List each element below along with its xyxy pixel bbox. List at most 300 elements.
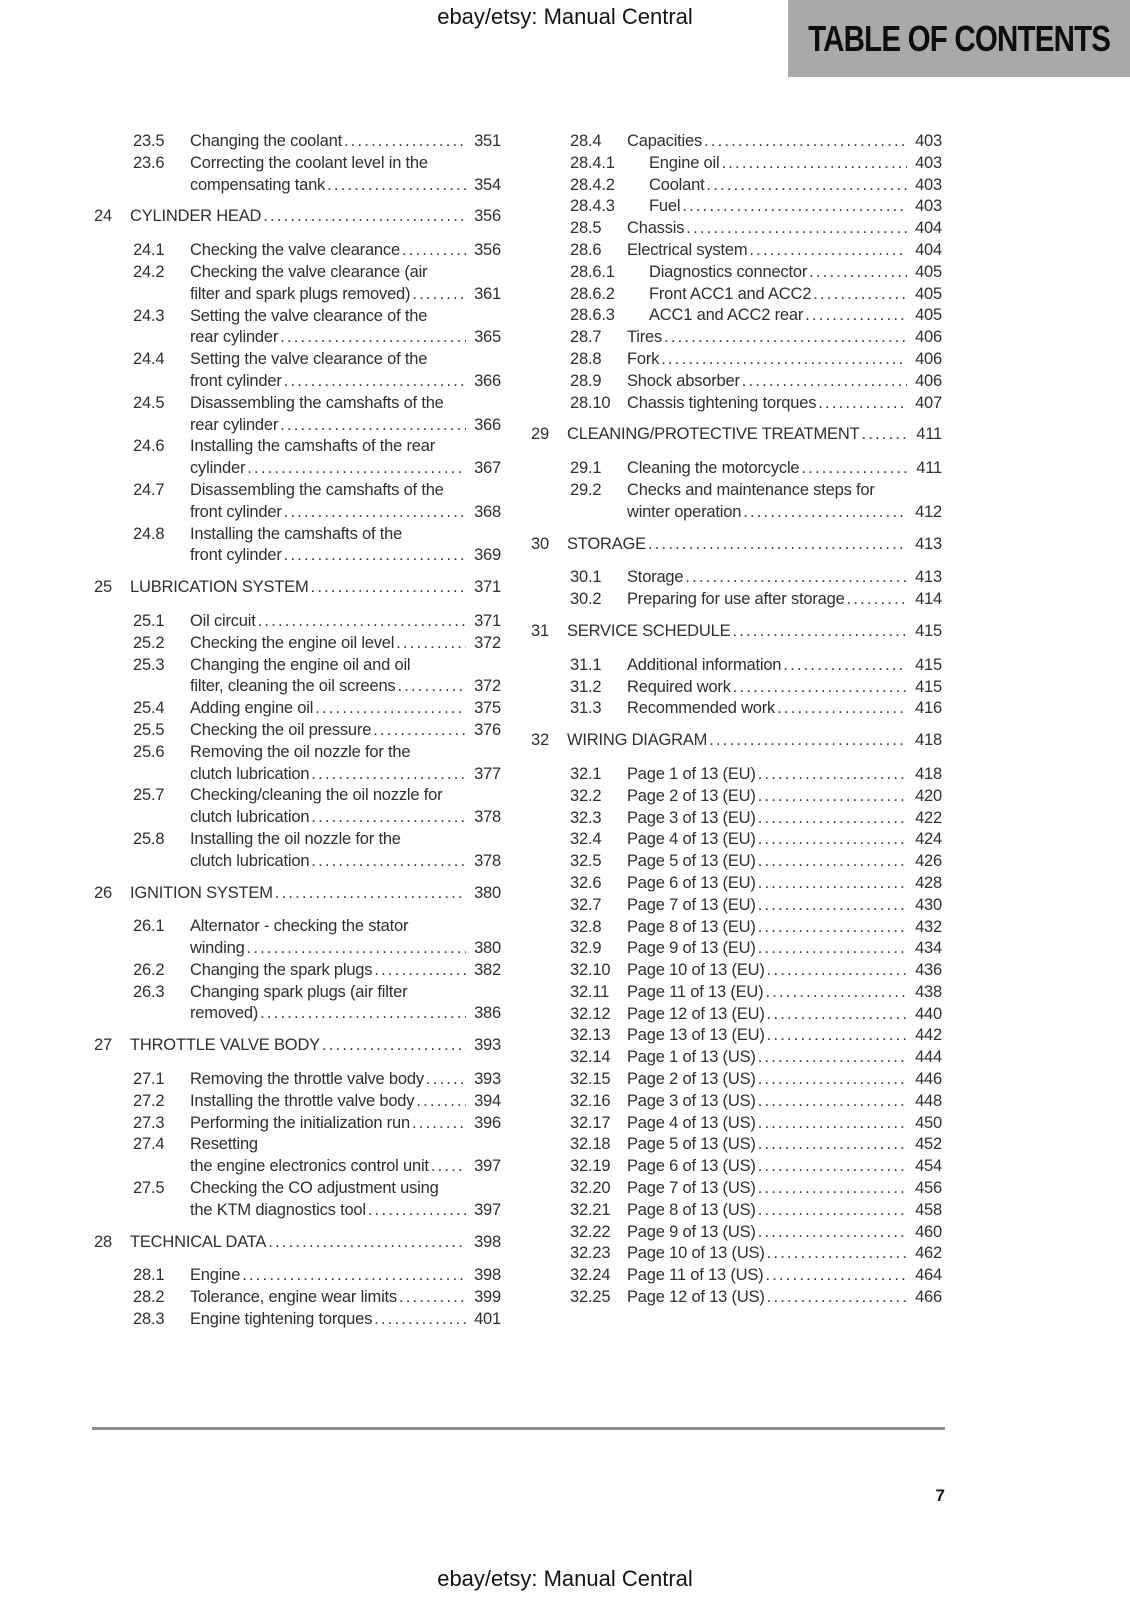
entry-last-line (627, 349, 942, 371)
entry-body (627, 1222, 942, 1244)
entry-number: 32.15 (570, 1070, 611, 1089)
page-footer-watermark: ebay/etsy: Manual Central (437, 1566, 693, 1591)
entry-body (627, 349, 942, 371)
entry-last-line (567, 730, 942, 752)
entry-page-number: 405 (915, 262, 942, 281)
dot-leader (242, 1265, 466, 1287)
entry-last-line (190, 545, 501, 567)
toc-entry-row (531, 786, 942, 808)
entry-number: 23.6 (133, 153, 165, 172)
entry-number: 27.2 (133, 1091, 165, 1110)
entry-title: Page 5 of 13 (US) (627, 1135, 756, 1154)
dot-leader (758, 829, 907, 851)
entry-title: Checking the oil pressure (190, 720, 372, 739)
entry-body (627, 808, 942, 830)
entry-last-line (190, 240, 501, 262)
entry-last-line (627, 960, 942, 982)
toc-entry-row (94, 785, 501, 829)
entry-number: 32.4 (570, 830, 602, 849)
entry-title: Chassis tightening torques (627, 393, 817, 412)
toc-entry-row (94, 960, 501, 982)
entry-body (627, 895, 942, 917)
entry-page-number: 466 (915, 1288, 942, 1307)
entry-title: IGNITION SYSTEM (130, 883, 273, 902)
entry-last-line (190, 415, 501, 437)
entry-page-number: 403 (915, 153, 942, 172)
entry-page-number: 415 (915, 655, 942, 674)
dot-leader (275, 883, 466, 905)
entry-body (627, 960, 942, 982)
entry-title: Required work (627, 677, 731, 696)
entry-body (627, 938, 942, 960)
entry-page-number: 452 (915, 1135, 942, 1154)
entry-last-line (190, 1200, 501, 1222)
entry-title: clutch lubrication (190, 764, 310, 783)
entry-page-number: 413 (915, 568, 942, 587)
entry-body (627, 873, 942, 895)
entry-page-number: 462 (915, 1244, 942, 1263)
entry-number: 25.1 (133, 611, 165, 630)
entry-page-number: 414 (915, 590, 942, 609)
toc-entry-row (94, 1113, 501, 1135)
entry-number: 32.7 (570, 895, 602, 914)
entry-last-line (627, 131, 942, 153)
toc-entry-row (531, 1222, 942, 1244)
dot-leader (284, 371, 466, 393)
dot-leader (315, 698, 466, 720)
dot-leader (758, 1156, 907, 1178)
entry-last-line (649, 262, 942, 284)
entry-page-number: 430 (915, 895, 942, 914)
entry-last-line (649, 305, 942, 327)
entry-body (190, 524, 501, 568)
entry-body (567, 424, 942, 446)
toc-entry-row (94, 240, 501, 262)
entry-last-line (627, 764, 942, 786)
entry-page-number: 446 (915, 1070, 942, 1089)
toc-entry-row (94, 131, 501, 153)
entry-body (190, 131, 501, 153)
entry-page-number: 398 (474, 1232, 501, 1251)
entry-number: 24.2 (133, 262, 165, 281)
entry-number: 32.23 (570, 1244, 611, 1263)
entry-last-line (190, 1265, 501, 1287)
toc-left-column (94, 131, 501, 1331)
dot-leader (682, 196, 907, 218)
toc-entry-row (531, 371, 942, 393)
toc-entry-row (531, 1004, 942, 1026)
dot-leader (758, 1069, 907, 1091)
entry-last-line (627, 895, 942, 917)
entry-title: Page 10 of 13 (US) (627, 1244, 765, 1263)
entry-last-line (190, 633, 501, 655)
entry-title-line: Resetting (190, 1135, 258, 1154)
entry-title: Tolerance, engine wear limits (190, 1288, 397, 1307)
entry-number: 27 (94, 1036, 112, 1055)
entry-title: the engine electronics control unit (190, 1157, 429, 1176)
toc-entry-row (531, 873, 942, 895)
entry-title: Page 7 of 13 (US) (627, 1179, 756, 1198)
toc-entry-row (531, 1265, 942, 1287)
entry-body (627, 1156, 942, 1178)
entry-page-number: 416 (915, 699, 942, 718)
entry-body (627, 982, 942, 1004)
entry-page-number: 375 (474, 699, 501, 718)
entry-page-number: 442 (915, 1026, 942, 1045)
entry-body (190, 1091, 501, 1113)
dot-leader (732, 621, 907, 643)
entry-page-number: 403 (915, 197, 942, 216)
dot-leader (661, 349, 907, 371)
page-header-watermark: ebay/etsy: Manual Central (437, 4, 693, 29)
dot-leader (686, 218, 907, 240)
toc-entry-row (94, 153, 501, 197)
toc-entry-row (94, 1178, 501, 1222)
page-number: 7 (935, 1486, 945, 1505)
entry-title: clutch lubrication (190, 808, 310, 827)
entry-number: 26 (94, 883, 112, 902)
entry-title: clutch lubrication (190, 851, 310, 870)
toc-chapter-row (94, 1035, 501, 1057)
dot-leader (742, 371, 907, 393)
entry-body (649, 305, 942, 327)
entry-body (130, 1035, 501, 1057)
entry-number: 32.14 (570, 1048, 611, 1067)
entry-last-line (627, 1025, 942, 1047)
entry-last-line (627, 655, 942, 677)
toc-entry-row (531, 1200, 942, 1222)
entry-body (627, 589, 942, 611)
entry-title: Changing the coolant (190, 132, 342, 150)
entry-number: 31.3 (570, 699, 602, 718)
entry-title-line: Removing the oil nozzle for the (190, 742, 411, 761)
entry-title-line: Installing the oil nozzle for the (190, 829, 401, 848)
entry-body (567, 621, 942, 643)
entry-last-line (627, 1222, 942, 1244)
entry-title: front cylinder (190, 371, 282, 390)
entry-last-line (627, 677, 942, 699)
entry-body (627, 480, 942, 524)
entry-last-line (190, 1309, 501, 1331)
entry-last-line (190, 1113, 501, 1135)
toc-chapter-row (531, 730, 942, 752)
entry-last-line (190, 611, 501, 633)
entry-number: 32.16 (570, 1091, 611, 1110)
entry-last-line (190, 960, 501, 982)
entry-page-number: 420 (915, 786, 942, 805)
entry-last-line (627, 1004, 942, 1026)
toc-entry-row (531, 677, 942, 699)
entry-title: Page 5 of 13 (EU) (627, 852, 756, 871)
toc-entry-row (531, 1156, 942, 1178)
entry-body (627, 1004, 942, 1026)
entry-page-number: 450 (915, 1113, 942, 1132)
entry-last-line (627, 1091, 942, 1113)
entry-body (190, 436, 501, 480)
entry-number: 28.7 (570, 328, 602, 347)
entry-title: Engine tightening torques (190, 1310, 373, 1329)
entry-number: 27.5 (133, 1179, 165, 1198)
entry-number: 32.18 (570, 1135, 611, 1154)
toc-entry-row (531, 131, 942, 153)
entry-body (190, 262, 501, 306)
entry-body (190, 306, 501, 350)
dot-leader (374, 1309, 466, 1331)
entry-body (190, 480, 501, 524)
entry-body (130, 883, 501, 905)
entry-number: 28.4.2 (570, 175, 615, 194)
entry-title-line: Checking the CO adjustment using (190, 1179, 439, 1198)
entry-number: 25 (94, 578, 112, 597)
entry-title-line: Checks and maintenance steps for (627, 480, 875, 499)
entry-title: Removing the throttle valve body (190, 1070, 424, 1089)
entry-number: 31.1 (570, 655, 602, 674)
dot-leader (664, 327, 907, 349)
entry-body (627, 698, 942, 720)
entry-body (190, 1178, 501, 1222)
entry-body (627, 131, 942, 153)
dot-leader (368, 1200, 466, 1222)
entry-body (190, 960, 501, 982)
entry-last-line (627, 218, 942, 240)
toc-entry-row (531, 175, 942, 197)
entry-page-number: 394 (474, 1091, 501, 1110)
dot-leader (805, 305, 907, 327)
dot-leader (426, 1069, 466, 1091)
entry-page-number: 448 (915, 1091, 942, 1110)
dot-leader (374, 960, 466, 982)
entry-number: 32.20 (570, 1179, 611, 1198)
entry-number: 25.5 (133, 720, 165, 739)
entry-number: 28.4.1 (570, 153, 615, 172)
entry-title-line: Disassembling the camshafts of the (190, 480, 444, 499)
entry-last-line (627, 938, 942, 960)
entry-last-line (627, 1243, 942, 1265)
entry-number: 24.3 (133, 306, 165, 325)
entry-number: 32.8 (570, 917, 602, 936)
entry-title: Additional information (627, 655, 782, 674)
entry-body (190, 829, 501, 873)
entry-number: 32.21 (570, 1200, 611, 1219)
entry-page-number: 378 (474, 808, 501, 827)
dot-leader (280, 327, 466, 349)
entry-title: filter and spark plugs removed) (190, 284, 411, 303)
entry-last-line (190, 851, 501, 873)
dot-leader (399, 1287, 466, 1309)
entry-body (130, 206, 501, 228)
entry-number: 28.4.3 (570, 197, 615, 216)
entry-body (649, 196, 942, 218)
entry-title: Shock absorber (627, 371, 740, 390)
entry-number: 24.8 (133, 524, 165, 543)
entry-body (627, 764, 942, 786)
dot-leader (396, 633, 466, 655)
toc-entry-row (531, 1134, 942, 1156)
entry-last-line (627, 567, 942, 589)
entry-body (190, 1309, 501, 1331)
toc-entry-row (94, 698, 501, 720)
entry-page-number: 404 (915, 240, 942, 259)
entry-number: 32.22 (570, 1222, 611, 1241)
entry-title: SERVICE SCHEDULE (567, 621, 731, 640)
entry-last-line (190, 1287, 501, 1309)
entry-title-line: Alternator - checking the stator (190, 917, 409, 936)
entry-page-number: 406 (915, 371, 942, 390)
toc-entry-row (531, 808, 942, 830)
entry-body (190, 633, 501, 655)
entry-number: 24.1 (133, 241, 165, 260)
entry-title: winter operation (627, 502, 742, 521)
dot-leader (412, 1113, 466, 1135)
entry-page-number: 460 (915, 1222, 942, 1241)
dot-leader (758, 851, 907, 873)
entry-number: 24.7 (133, 480, 165, 499)
entry-title: Page 8 of 13 (EU) (627, 917, 756, 936)
entry-number: 29.1 (570, 459, 602, 478)
entry-title: ACC1 and ACC2 rear (649, 306, 804, 325)
entry-number: 28.9 (570, 371, 602, 390)
entry-page-number: 367 (474, 459, 501, 478)
entry-last-line (567, 424, 942, 446)
entry-page-number: 415 (915, 677, 942, 696)
entry-last-line (627, 1200, 942, 1222)
toc-entry-row (531, 1178, 942, 1200)
entry-last-line (627, 873, 942, 895)
entry-title: Engine oil (649, 153, 720, 172)
entry-body (627, 327, 942, 349)
entry-body (627, 786, 942, 808)
entry-page-number: 366 (474, 371, 501, 390)
entry-number: 25.3 (133, 655, 165, 674)
toc-entry-row (94, 436, 501, 480)
dot-leader (847, 589, 907, 611)
dot-leader (743, 502, 907, 524)
toc-entry-row (531, 218, 942, 240)
entry-last-line (190, 1156, 501, 1178)
entry-last-line (190, 502, 501, 524)
entry-body (567, 730, 942, 752)
entry-page-number: 415 (915, 621, 942, 640)
entry-title-line: Installing the camshafts of the (190, 524, 403, 543)
entry-body (190, 1134, 501, 1178)
toc-entry-row (531, 305, 942, 327)
toc-entry-row (531, 153, 942, 175)
entry-number: 26.1 (133, 917, 165, 936)
entry-body (627, 240, 942, 262)
toc-entry-row (531, 917, 942, 939)
entry-number: 23.5 (133, 132, 165, 150)
entry-title-line: Setting the valve clearance of the (190, 306, 428, 325)
dot-leader (706, 175, 907, 197)
dot-leader (783, 655, 907, 677)
entry-page-number: 371 (474, 578, 501, 597)
entry-last-line (190, 676, 501, 698)
toc-entry-row (94, 1309, 501, 1331)
entry-last-line (627, 1178, 942, 1200)
toc-entry-row (531, 262, 942, 284)
entry-body (649, 262, 942, 284)
entry-page-number: 382 (474, 960, 501, 979)
toc-entry-row (531, 829, 942, 851)
entry-body (190, 720, 501, 742)
dot-leader (311, 764, 466, 786)
entry-title: CYLINDER HEAD (130, 207, 262, 226)
entry-title: Page 12 of 13 (EU) (627, 1004, 765, 1023)
entry-page-number: 351 (474, 132, 501, 150)
toc-entry-row (531, 567, 942, 589)
dot-leader (767, 960, 907, 982)
entry-number: 24 (94, 207, 112, 226)
entry-last-line (627, 458, 942, 480)
entry-body (130, 577, 501, 599)
dot-leader (648, 534, 907, 556)
dot-leader (861, 424, 907, 446)
entry-body (627, 1243, 942, 1265)
entry-body (627, 1178, 942, 1200)
entry-body (190, 1265, 501, 1287)
toc-right-column (531, 131, 942, 1309)
entry-number: 32.24 (570, 1266, 611, 1285)
entry-page-number: 366 (474, 415, 501, 434)
toc-entry-row (531, 240, 942, 262)
dot-leader (767, 1004, 907, 1026)
entry-last-line (627, 982, 942, 1004)
entry-body (649, 153, 942, 175)
entry-body (190, 1113, 501, 1135)
entry-page-number: 405 (915, 306, 942, 325)
entry-title-line: Checking the valve clearance (air (190, 262, 428, 281)
entry-last-line (190, 371, 501, 393)
entry-title: rear cylinder (190, 328, 279, 347)
entry-number: 32.2 (570, 786, 602, 805)
toc-chapter-row (94, 206, 501, 228)
entry-page-number: 405 (915, 284, 942, 303)
entry-number: 28.3 (133, 1310, 165, 1329)
entry-title-line: Correcting the coolant level in the (190, 153, 428, 172)
entry-last-line (627, 589, 942, 611)
dot-leader (431, 1156, 466, 1178)
entry-title: Page 10 of 13 (EU) (627, 961, 765, 980)
entry-title: the KTM diagnostics tool (190, 1200, 366, 1219)
entry-page-number: 436 (915, 961, 942, 980)
entry-number: 27.1 (133, 1070, 165, 1089)
entry-last-line (627, 808, 942, 830)
toc-entry-row (531, 480, 942, 524)
entry-page-number: 393 (474, 1070, 501, 1089)
entry-title-line: Disassembling the camshafts of the (190, 393, 444, 412)
toc-entry-row (531, 938, 942, 960)
entry-body (627, 1025, 942, 1047)
entry-title: Front ACC1 and ACC2 (649, 284, 812, 303)
entry-last-line (627, 393, 942, 415)
dot-leader (704, 131, 907, 153)
entry-page-number: 356 (474, 207, 501, 226)
dot-leader (311, 807, 466, 829)
entry-title-line: Checking/cleaning the oil nozzle for (190, 786, 443, 805)
entry-title: Page 9 of 13 (EU) (627, 939, 756, 958)
toc-entry-row (94, 1265, 501, 1287)
toc-entry-row (531, 655, 942, 677)
entry-number: 30.2 (570, 590, 602, 609)
dot-leader (758, 1222, 907, 1244)
dot-leader (758, 764, 907, 786)
toc-entry-row (94, 916, 501, 960)
entry-number: 25.4 (133, 699, 165, 718)
entry-last-line (627, 1113, 942, 1135)
entry-number: 27.4 (133, 1135, 165, 1154)
entry-body (627, 677, 942, 699)
dot-leader (247, 458, 466, 480)
